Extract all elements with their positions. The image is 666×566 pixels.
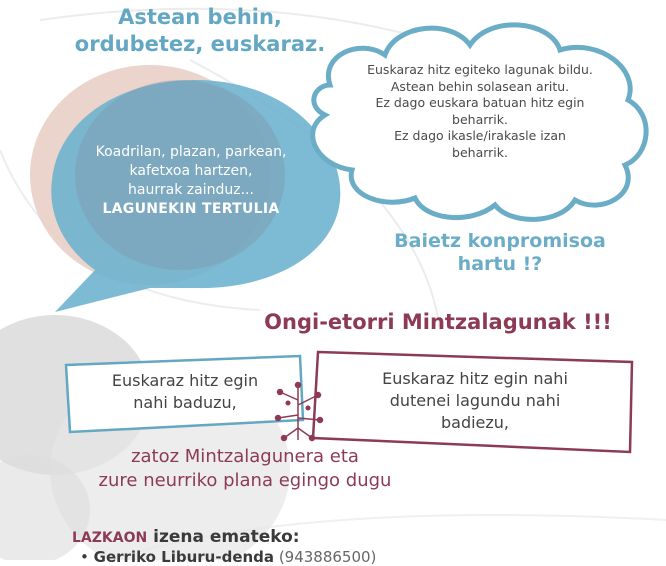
bullet-icon: • [80, 548, 89, 566]
signup-heading [72, 527, 300, 547]
bubble-tagline: LAGUNEKIN TERTULIA [102, 201, 280, 217]
welcome-heading: Ongi-etorri Mintzalagunak !!! [264, 310, 612, 334]
right-box-line3: badiezu, [440, 413, 510, 432]
cloud-text [345, 62, 615, 161]
town-name: LAZKAON [72, 530, 148, 546]
right-box-line1: Euskaraz hitz egin nahi [382, 369, 568, 388]
invite-text [60, 445, 430, 493]
bubble-line3: haurrak zainduz... [128, 182, 254, 198]
left-box-line1: Euskaraz hitz egin [111, 371, 259, 390]
cloud-line1: Euskaraz hitz egiteko lagunak bildu. [367, 62, 593, 77]
shop-phone: (943886500) [278, 548, 377, 566]
headline [40, 4, 360, 58]
commitment-line1: Baietz konpromisoa [394, 230, 606, 252]
cloud-line3: Ez dago euskara batuan hitz egin [375, 95, 585, 110]
cloud-line2: Astean behin solasean aritu. [390, 78, 570, 94]
invite-line2: zure neurriko plana egingo dugu [98, 470, 392, 491]
shop-name: Gerriko Liburu-denda [93, 548, 275, 566]
left-box-text [80, 370, 290, 414]
commitment-line2: hartu !? [457, 253, 543, 275]
cloud-line6: beharrik. [452, 144, 508, 160]
bubble-line1: Koadrilan, plazan, parkean, [95, 144, 287, 160]
shop-entry [80, 548, 376, 566]
cloud-line5: Ez dago ikasle/irakasle izan [394, 128, 566, 143]
left-box-line2: nahi baduzu, [133, 393, 237, 412]
speech-bubble-text [62, 143, 320, 219]
bubble-line2: kafetxoa hartzen, [129, 163, 253, 179]
signup-label: izena emateko: [153, 527, 300, 547]
right-box-line2: dutenei lagundu nahi [389, 391, 561, 410]
invite-line1: zatoz Mintzalagunera eta [131, 446, 359, 467]
commitment-text [350, 230, 650, 276]
headline-line1: Astean behin, [118, 5, 282, 29]
cloud-line4: beharrik. [452, 111, 508, 127]
right-box-text [330, 368, 620, 434]
headline-line2: ordubetez, euskaraz. [74, 32, 326, 56]
